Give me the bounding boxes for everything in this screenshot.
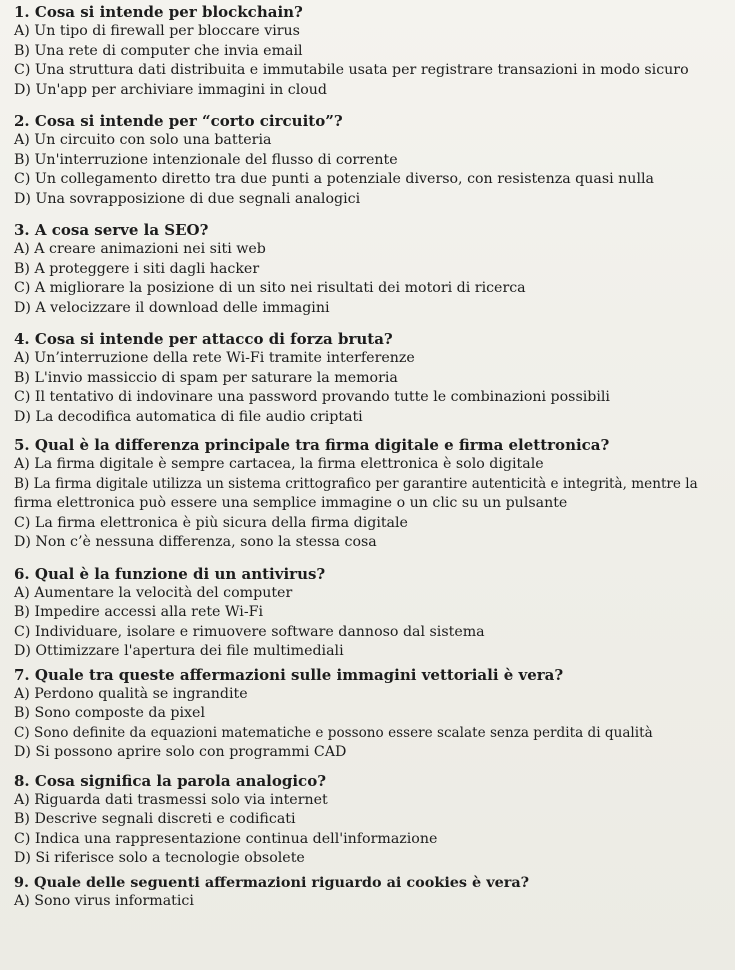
question-2	[14, 112, 725, 209]
option-a: A) Un tipo di firewall per bloccare virus	[14, 23, 300, 39]
option-a: A) La firma digitale è sempre cartacea, la firma elettronica è solo digitale	[14, 456, 544, 472]
option-a: A) A creare animazioni nei siti web	[14, 241, 266, 257]
option-a: A) Aumentare la velocità del computer	[14, 584, 293, 601]
option-c: C) A migliorare la posizione di un sito nei risultati dei motori di ricerca	[14, 280, 526, 296]
option-b: B) A proteggere i siti dagli hacker	[14, 260, 260, 277]
option-c: C) Individuare, isolare e rimuovere software dannoso dal sistema	[14, 623, 485, 640]
option-d: D) La decodifica automatica di file audio criptati	[14, 408, 363, 425]
option-a: A) Sono virus informatici	[14, 892, 194, 909]
option-d: D) A velocizzare il download delle immagini	[14, 299, 330, 316]
option-b: B) L'invio massiccio di spam per saturare la memoria	[14, 369, 398, 386]
option-c: C) Indica una rappresentazione continua dell'informazione	[14, 830, 438, 847]
question-title: 2. Cosa si intende per “corto circuito”?	[14, 112, 343, 130]
option-b: B) Un'interruzione intenzionale del flusso di corrente	[14, 151, 398, 168]
option-d: D) Ottimizzare l'apertura dei file multimediali	[14, 643, 344, 659]
option-b: B) Sono composte da pixel	[14, 705, 205, 721]
option-c: C) Un collegamento diretto tra due punti a potenziale diverso, con resistenza quasi nulla	[14, 171, 654, 187]
question-title: 5. Qual è la differenza principale tra firma digitale e firma elettronica?	[14, 436, 610, 454]
option-b-continued: firma elettronica può essere una semplice immagine o un clic su un pulsante	[14, 495, 568, 511]
option-c: C) La firma elettronica è più sicura della firma digitale	[14, 514, 408, 531]
option-a: A) Un circuito con solo una batteria	[14, 132, 272, 148]
option-a: A) Riguarda dati trasmessi solo via internet	[14, 791, 328, 808]
option-b: B) Impedire accessi alla rete Wi-Fi	[14, 604, 264, 620]
question-title: 9. Quale delle seguenti affermazioni riguardo ai cookies è vera?	[14, 873, 530, 891]
question-title: 1. Cosa si intende per blockchain?	[14, 3, 303, 21]
option-d: D) Una sovrapposizione di due segnali analogici	[14, 190, 361, 207]
question-1	[14, 3, 725, 100]
option-d: D) Si riferisce solo a tecnologie obsolete	[14, 850, 305, 866]
question-title: 3. A cosa serve la SEO?	[14, 221, 209, 239]
question-4	[14, 330, 725, 427]
question-title: 7. Quale tra queste affermazioni sulle immagini vettoriali è vera?	[14, 665, 564, 684]
question-title: 4. Cosa si intende per attacco di forza bruta?	[14, 330, 393, 348]
option-a: A) Perdono qualità se ingrandite	[14, 685, 248, 702]
option-c: C) Il tentativo di indovinare una password provando tutte le combinazioni possibili	[14, 389, 610, 405]
question-title: 6. Qual è la funzione di un antivirus?	[14, 564, 326, 583]
option-b: B) Una rete di computer che invia email	[14, 42, 303, 59]
question-8	[14, 772, 725, 869]
option-d: D) Si possono aprire solo con programmi CAD	[14, 744, 347, 760]
question-3	[14, 221, 725, 318]
option-b: B) La firma digitale utilizza un sistema crittografico per garantire autenticità e integrità, mentre la	[14, 475, 698, 492]
option-a: A) Un’interruzione della rete Wi-Fi tramite interferenze	[14, 350, 415, 366]
question-7	[14, 666, 725, 763]
option-d: D) Non c’è nessuna differenza, sono la stessa cosa	[14, 534, 377, 550]
question-9	[14, 873, 725, 912]
question-title: 8. Cosa significa la parola analogico?	[14, 771, 326, 790]
option-d: D) Un'app per archiviare immagini in cloud	[14, 81, 328, 98]
question-6	[14, 565, 725, 662]
option-c: C) Una struttura dati distribuita e immutabile usata per registrare transazioni in modo sicuro	[14, 62, 689, 78]
option-b: B) Descrive segnali discreti e codificati	[14, 811, 296, 827]
option-c: C) Sono definite da equazioni matematiche e possono essere scalate senza perdita di qualità	[14, 724, 653, 741]
question-5	[14, 436, 725, 553]
